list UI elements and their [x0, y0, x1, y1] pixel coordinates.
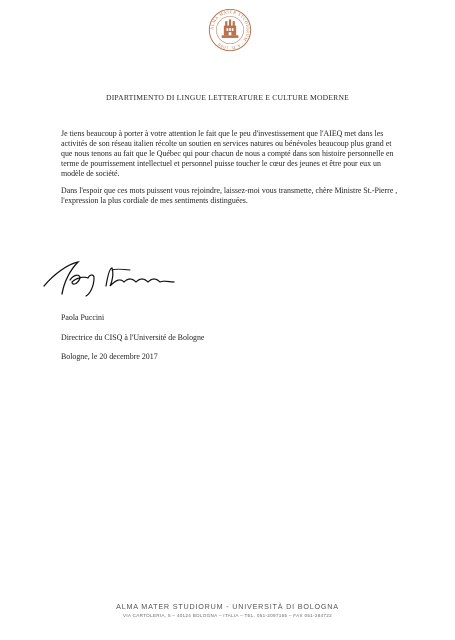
letter-date: Bologne, le 20 decembre 2017 [61, 352, 158, 361]
signer-name: Paola Puccini [61, 313, 105, 322]
letter-paragraph-2: Dans l'espoir que ces mots puissent vous rejoindre, laissez-moi vous transmette, chère Ministre St.-Pierre , l'expression la plus cordiale de mes sentiments distinguées. [61, 186, 398, 205]
handwritten-signature [40, 256, 190, 298]
footer-address: VIA CARTOLERIA, 5 – 40124 BOLOGNA – ITALIA – TEL. 051-2097165 – FAX 051-264722 [123, 613, 332, 618]
signer-role: Directrice du CISQ à l'Université de Bologne [61, 333, 205, 342]
university-seal-logo [208, 8, 252, 52]
footer-institution: ALMA MATER STUDIORUM - UNIVERSITÀ DI BOLOGNA [116, 602, 339, 611]
letter-paragraph-1: Je tiens beaucoup à porter à votre attention le fait que le peu d'investissement que l'AIEQ met dans les activités de son réseau italien récolte un soutien en services natures ou bénévoles beaucoup plus grand et que nous tenons au fait que le Québec qui pour chacun de nous a compté dans son histoire personnelle en terme de pourrissement intellectuel et personnel puisse toucher le cœur des jeunes et être pour eux un modèle de société. [61, 129, 394, 178]
svg-text:ALMA MATER STUDIORUM · A.D. 10: ALMA MATER STUDIORUM · A.D. 1088 [209, 9, 251, 51]
department-title: DIPARTIMENTO DI LINGUE LETTERATURE E CULTURE MODERNE [106, 93, 349, 102]
